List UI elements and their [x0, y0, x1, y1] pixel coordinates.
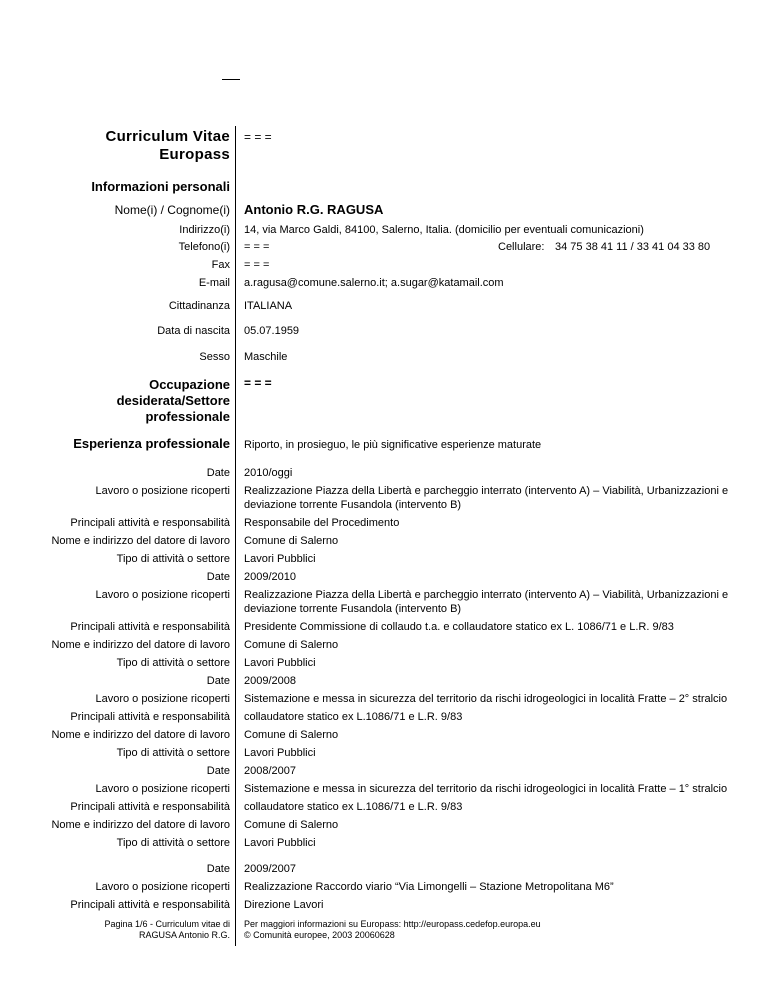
- section-experience: Esperienza professionale: [73, 436, 230, 451]
- title-value: = = =: [244, 130, 272, 144]
- entry-activities: collaudatore statico ex L.1086/71 e L.R. 9/83: [244, 801, 463, 813]
- name-value: Antonio R.G. RAGUSA: [244, 202, 384, 217]
- sex-value: Maschile: [244, 351, 288, 363]
- employer-label: Nome e indirizzo del datore di lavoro: [51, 639, 230, 651]
- fax-value: = = =: [244, 259, 270, 271]
- experience-intro: Riporto, in prosieguo, le più significative esperienze maturate: [244, 439, 542, 451]
- entry-date: 2009/2008: [244, 675, 296, 687]
- entry-date: 2009/2010: [244, 571, 296, 583]
- footer-europass-link: Per maggiori informazioni su Europass: http://europass.cedefop.europa.eu: [244, 919, 541, 929]
- occupation-label-line2: desiderata/Settore: [116, 393, 230, 408]
- entry-position-line2: deviazione torrente Fusandola (intervento B): [244, 499, 462, 512]
- entry-activities: collaudatore statico ex L.1086/71 e L.R. 9/83: [244, 711, 463, 723]
- footer-copyright: © Comunità europee, 2003 20060628: [244, 930, 395, 940]
- date-label: Date: [206, 863, 230, 875]
- top-mark: [222, 79, 240, 80]
- cv-title-line2: Europass: [159, 146, 230, 163]
- entry-sector: Lavori Pubblici: [244, 553, 316, 565]
- position-label: Lavoro o posizione ricoperti: [95, 693, 230, 705]
- entry-date: 2008/2007: [244, 765, 296, 777]
- entry-position-line1: Realizzazione Piazza della Libertà e parcheggio interrato (intervento A) – Viabilità, Urbanizzazioni e: [244, 485, 729, 497]
- sex-label: Sesso: [199, 351, 230, 363]
- activities-label: Principali attività e responsabilità: [70, 621, 230, 633]
- entry-sector: Lavori Pubblici: [244, 657, 316, 669]
- email-value: a.ragusa@comune.salerno.it; a.sugar@katamail.com: [244, 277, 504, 289]
- activities-label: Principali attività e responsabilità: [70, 899, 230, 911]
- footer-left: [104, 919, 230, 941]
- position-label: Lavoro o posizione ricoperti: [95, 485, 230, 497]
- entry-employer: Comune di Salerno: [244, 819, 339, 831]
- entry-position: Realizzazione Raccordo viario “Via Limongelli – Stazione Metropolitana M6”: [244, 881, 614, 893]
- email-label: E-mail: [198, 277, 230, 289]
- entry-position: Sistemazione e messa in sicurezza del territorio da rischi idrogeologici in località Fratte – 2° stralcio: [244, 693, 728, 705]
- sector-label: Tipo di attività o settore: [116, 747, 230, 759]
- occupation-label: [117, 377, 230, 425]
- mobile-label: Cellulare:: [498, 241, 545, 253]
- date-label: Date: [206, 571, 230, 583]
- entry-date: 2010/oggi: [244, 467, 293, 479]
- occupation-label-line3: professionale: [145, 409, 230, 424]
- address-value: 14, via Marco Galdi, 84100, Salerno, Italia. (domicilio per eventuali comunicazioni): [244, 224, 644, 236]
- entry-sector: Lavori Pubblici: [244, 747, 316, 759]
- position-label: Lavoro o posizione ricoperti: [95, 881, 230, 893]
- citizenship-value: ITALIANA: [244, 300, 293, 312]
- activities-label: Principali attività e responsabilità: [70, 517, 230, 529]
- activities-label: Principali attività e responsabilità: [70, 711, 230, 723]
- activities-label: Principali attività e responsabilità: [70, 801, 230, 813]
- phone-label: Telefono(i): [178, 241, 230, 253]
- employer-label: Nome e indirizzo del datore di lavoro: [51, 535, 230, 547]
- employer-label: Nome e indirizzo del datore di lavoro: [51, 819, 230, 831]
- footer-right: [244, 919, 734, 941]
- date-label: Date: [206, 467, 230, 479]
- entry-position-line2: deviazione torrente Fusandola (intervento B): [244, 603, 462, 616]
- footer-owner: RAGUSA Antonio R.G.: [138, 930, 230, 940]
- mobile-value: 34 75 38 41 11 / 33 41 04 33 80: [555, 241, 711, 253]
- entry-activities: Presidente Commissione di collaudo t.a. e collaudatore statico ex L. 1086/71 e L.R. 9/83: [244, 621, 674, 633]
- fax-label: Fax: [211, 259, 230, 271]
- birth-label: Data di nascita: [157, 325, 230, 337]
- position-label: Lavoro o posizione ricoperti: [95, 783, 230, 795]
- entry-employer: Comune di Salerno: [244, 729, 339, 741]
- employer-label: Nome e indirizzo del datore di lavoro: [51, 729, 230, 741]
- footer-page-info: Pagina 1/6 - Curriculum vitae di: [104, 919, 230, 929]
- address-label: Indirizzo(i): [179, 224, 230, 236]
- cv-title-line1: Curriculum Vitae: [105, 128, 230, 145]
- occupation-label-line1: Occupazione: [149, 377, 230, 392]
- entry-employer: Comune di Salerno: [244, 535, 339, 547]
- entry-position-line1: Realizzazione Piazza della Libertà e parcheggio interrato (intervento A) – Viabilità, Urbanizzazioni e: [244, 589, 729, 601]
- sector-label: Tipo di attività o settore: [116, 657, 230, 669]
- citizenship-label: Cittadinanza: [168, 300, 230, 312]
- entry-position: Sistemazione e messa in sicurezza del territorio da rischi idrogeologici in località Fratte – 1° stralcio: [244, 783, 728, 795]
- entry-position: [244, 588, 734, 617]
- entry-sector: Lavori Pubblici: [244, 837, 316, 849]
- date-label: Date: [206, 675, 230, 687]
- entry-activities: Direzione Lavori: [244, 899, 324, 911]
- sector-label: Tipo di attività o settore: [116, 553, 230, 565]
- entry-employer: Comune di Salerno: [244, 639, 339, 651]
- phone-value: = = =: [244, 241, 270, 253]
- position-label: Lavoro o posizione ricoperti: [95, 589, 230, 601]
- section-personal-info: Informazioni personali: [91, 179, 230, 194]
- date-label: Date: [206, 765, 230, 777]
- name-label: Nome(i) / Cognome(i): [114, 203, 230, 217]
- entry-date: 2009/2007: [244, 863, 296, 875]
- occupation-value: = = =: [244, 376, 272, 390]
- column-divider: [235, 126, 236, 946]
- entry-position: [244, 484, 734, 513]
- entry-activities: Responsabile del Procedimento: [244, 517, 400, 529]
- birth-value: 05.07.1959: [244, 325, 300, 337]
- sector-label: Tipo di attività o settore: [116, 837, 230, 849]
- cv-title: [105, 128, 230, 164]
